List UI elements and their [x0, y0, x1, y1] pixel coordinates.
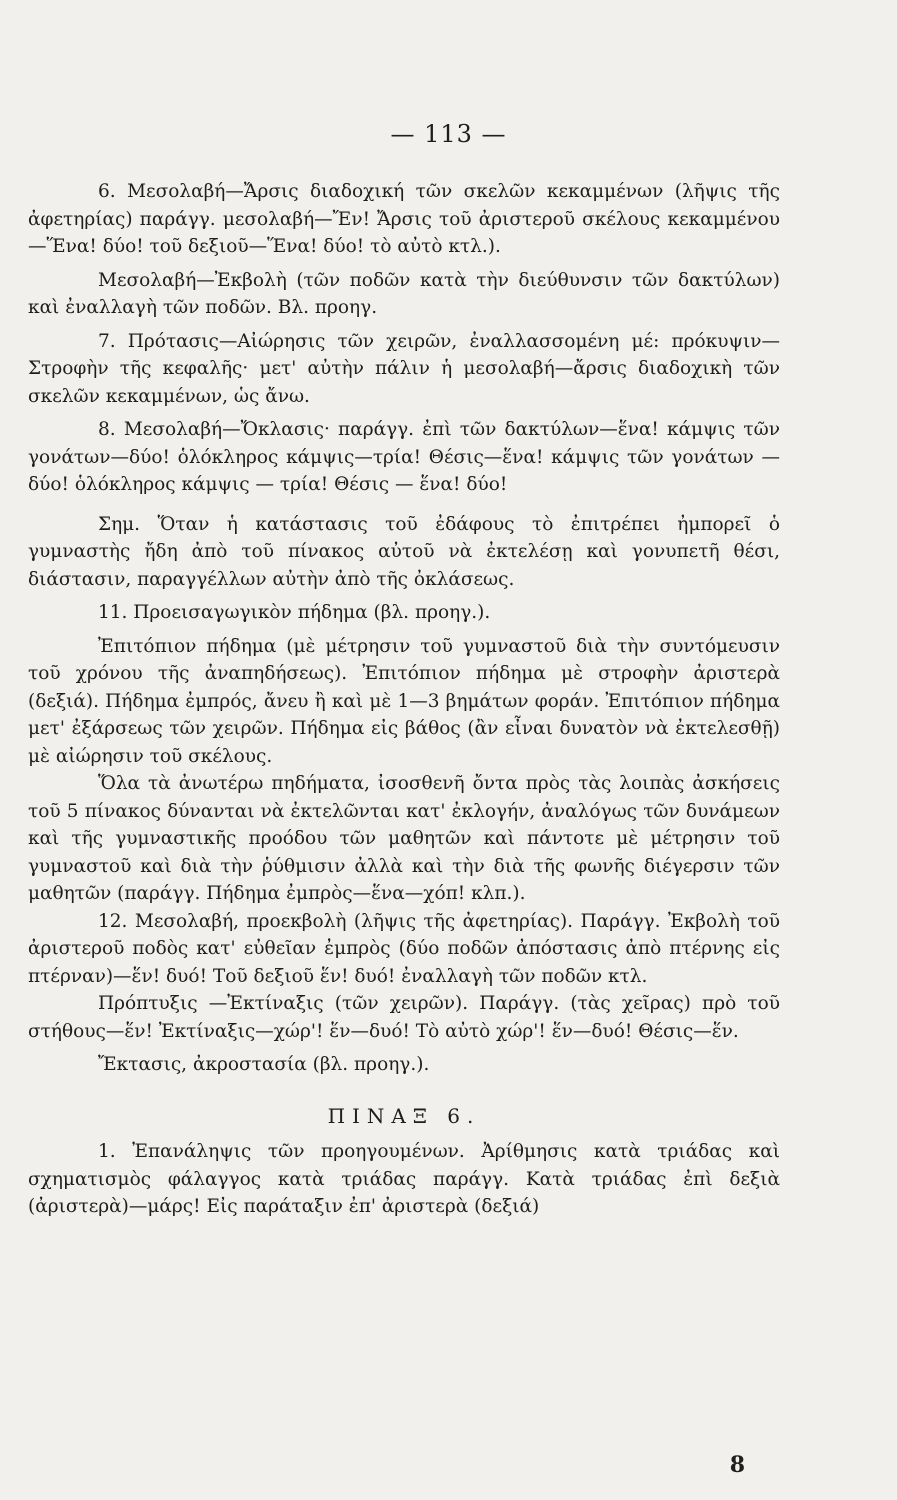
- paragraph-note: Σημ. Ὅταν ἡ κατάστασις τοῦ ἐδάφους τὸ ἐπιτρέπει ἠμπορεῖ ὁ γυμναστὴς ἤδη ἀπὸ τοῦ πίνακος αὐτοῦ νὰ ἐκτελέσῃ καὶ γονυπετῆ θέσι, διάστασιν, παραγγέλλων αὐτὴν ἀπὸ τῆς ὀκλάσεως.: [28, 513, 780, 590]
- paragraph-proptyxis: Πρόπτυξις —Ἐκτίναξις (τῶν χειρῶν). Παράγγ. (τὰς χεῖρας) πρὸ τοῦ στήθους—ἕν! Ἐκτίναξις—χώρ'! ἕν—δυό! Τὸ αὐτὸ χώρ'! ἕν—δυό! Θέσις—ἕν.: [28, 993, 780, 1042]
- paragraph-7: 7. Πρότασις—Αἰώρησις τῶν χειρῶν, ἐναλλασσομένη μέ: πρόκυψιν—Στροφὴν τῆς κεφαλῆς· μετ' αὐτὴν πάλιν ἡ μεσολαβή—ἄρσις διαδοχικὴ τῶν σκελῶν κεκαμμένων, ὡς ἄνω.: [28, 330, 780, 407]
- paragraph-jumps: Ἐπιτόπιον πήδημα (μὲ μέτρησιν τοῦ γυμναστοῦ διὰ τὴν συντόμευσιν τοῦ χρόνου τῆς ἀναπηδήσεως). Ἐπιτόπιον πήδημα μὲ στροφὴν ἀριστερὰ (δεξιά). Πήδημα ἐμπρός, ἄνευ ἢ καὶ μὲ 1—3 βημάτων φοράν. Ἐπιτόπιον πήδημα μετ' ἐξάρσεως τῶν χειρῶν. Πήδημα εἰς βάθος (ἂν εἶναι δυνατὸν νὰ ἐκτελεσθῇ) μὲ αἰώρησιν τοῦ σκέλους.: [28, 635, 780, 767]
- paragraph-mesolavi-ekvoli: Μεσολαβή—Ἐκβολὴ (τῶν ποδῶν κατὰ τὴν διεύθυνσιν τῶν δακτύλων) καὶ ἐναλλαγὴ τῶν ποδῶν. Βλ. προηγ.: [28, 269, 780, 318]
- paragraph-6: 6. Μεσολαβή—Ἄρσις διαδοχική τῶν σκελῶν κεκαμμένων (λῆψις τῆς ἀφετηρίας) παράγγ. μεσολαβή—Ἔν! Ἄρσις τοῦ ἀριστεροῦ σκέλους κεκαμμένου—Ἕνα! δύο! τοῦ δεξιοῦ—Ἕνα! δύο! τὸ αὐτὸ κτλ.).: [28, 181, 780, 257]
- paragraph-table-6-item-1: 1. Ἐπανάληψις τῶν προηγουμένων. Ἀρίθμησις κατὰ τριάδας καὶ σχηματισμὸς φάλαγγος κατὰ τριάδας παράγγ. Κατὰ τριάδας ἐπὶ δεξιὰ (ἀριστερὰ)—μάρς! Εἰς παράταξιν ἐπ' ἀριστερὰ (δεξιά): [28, 1141, 780, 1217]
- paragraph-11: 11. Προεισαγωγικὸν πήδημα (βλ. προηγ.).: [98, 602, 491, 623]
- signature-mark: 8: [729, 1452, 745, 1478]
- paragraph-12: 12. Μεσολαβή, προεκβολὴ (λῆψις τῆς ἀφετηρίας). Παράγγ. Ἐκβολὴ τοῦ ἀριστεροῦ ποδὸς κατ' εὐθεῖαν ἐμπρὸς (δύο ποδῶν ἀπόστασις ἀπὸ πτέρνης εἰς πτέρναν)—ἕν! δυό! Τοῦ δεξιοῦ ἕν! δυό! ἐναλλαγὴ τῶν ποδῶν κτλ.: [28, 910, 780, 987]
- body-text: [28, 178, 780, 1221]
- page-number: — 113 —: [390, 120, 507, 148]
- paragraph-all-jumps: Ὅλα τὰ ἀνωτέρω πηδήματα, ἰσοσθενῆ ὄντα πρὸς τὰς λοιπὰς ἀσκήσεις τοῦ 5 πίνακος δύνανται νὰ ἐκτελῶνται κατ' ἐκλογήν, ἀναλόγως τῶν δυνάμεων καὶ τῆς γυμναστικῆς προόδου τῶν μαθητῶν καὶ πάντοτε μὲ μέτρησιν τοῦ γυμναστοῦ καὶ διὰ τὴν ῥύθμισιν ἀλλὰ καὶ τὴν διὰ τῆς φωνῆς διέγερσιν τῶν μαθητῶν (παράγγ. Πήδημα ἐμπρὸς—ἕνα—χόπ! κλπ.).: [28, 773, 780, 904]
- paragraph-ektasis: Ἔκτασις, ἀκροστασία (βλ. προηγ.).: [98, 1054, 430, 1075]
- section-heading: ΠΙΝΑΞ 6.: [327, 1103, 481, 1128]
- paragraph-8: 8. Μεσολαβή—Ὄκλασις· παράγγ. ἐπὶ τῶν δακτύλων—ἕνα! κάμψις τῶν γονάτων—δύο! ὁλόκληρος κάμψις—τρία! Θέσις—ἕνα! κάμψις τῶν γονάτων — δύο! ὁλόκληρος κάμψις — τρία! Θέσις — ἕνα! δύο!: [28, 419, 780, 495]
